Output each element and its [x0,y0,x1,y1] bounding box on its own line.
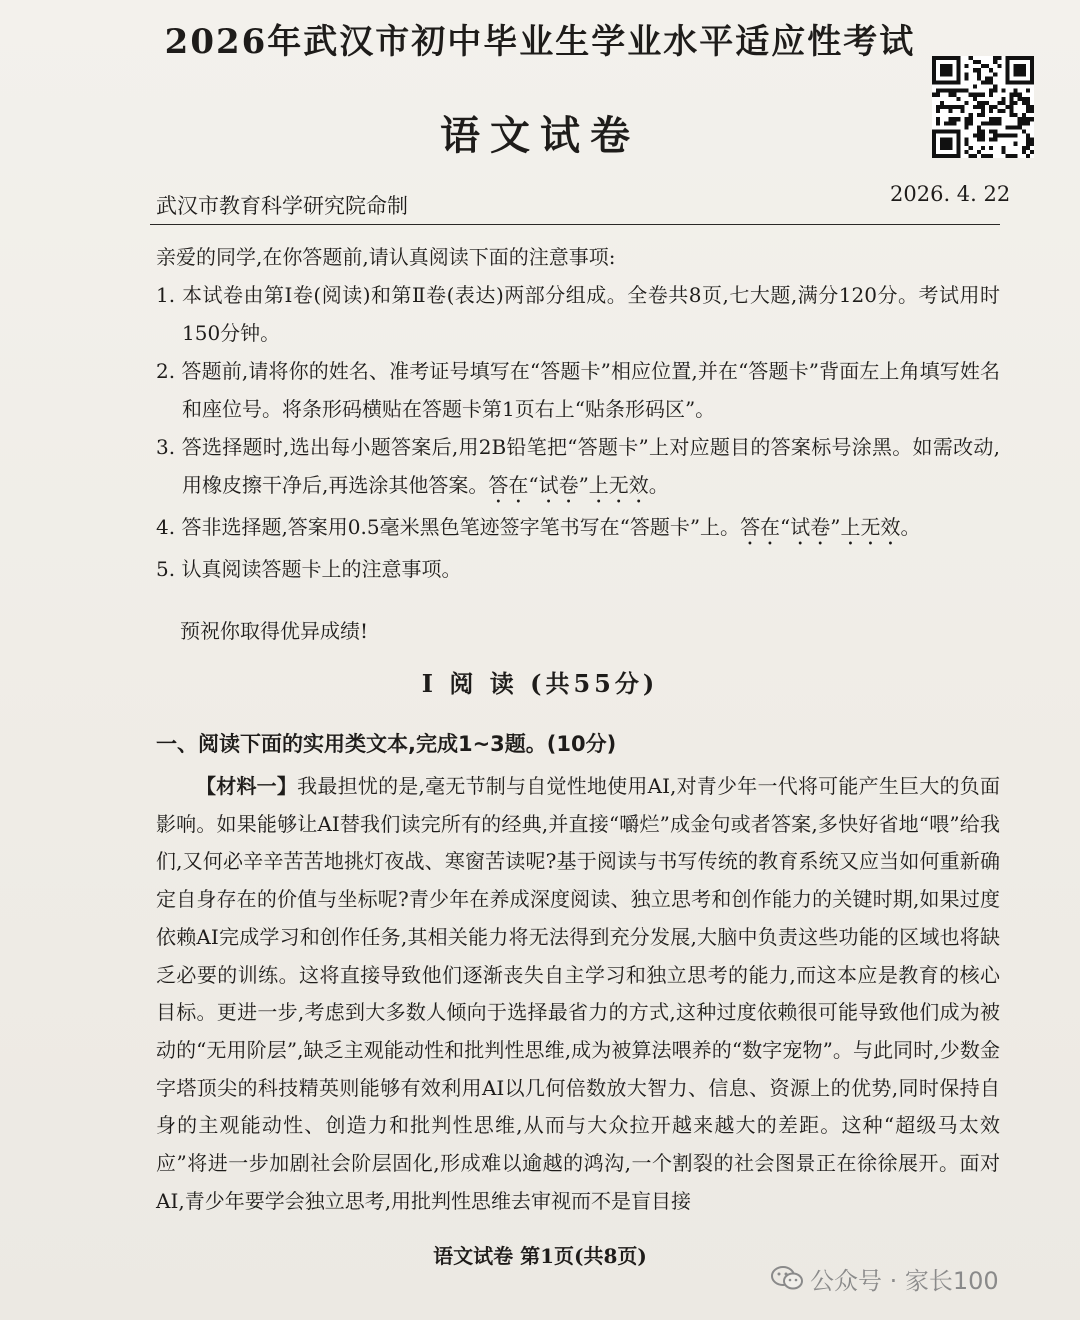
instruction-item: 4. 答非选择题,答案用0.5毫米黑色笔迹签字笔书写在“答题卡”上。答在“试卷”上无效。 [156,515,921,539]
qr-code-icon [932,56,1034,158]
watermark-text: 公众号 · 家长100 [810,1266,999,1295]
wechat-icon [770,1265,804,1291]
watermark [770,1258,999,1298]
emphasis-text: 答在“试卷”上无效。 [488,473,669,497]
material-text: 我最担忧的是,毫无节制与自觉性地使用AI,对青少年一代将可能产生巨大的负面影响。如果能够让AI替我们读完所有的经典,并直接“嚼烂”成金句或者答案,多快好省地“喂”给我们,又何必辛辛苦苦地挑灯夜战、寒窗苦读呢?基于阅读与书写传统的教育系统又应当如何重新确定自身存在的价值与坐标呢?青少年在养成深度阅读、独立思考和创作能力的关键时期,如果过度依赖AI完成学习和创作任务,其相关能力将无法得到充分发展,大脑中负责这些功能的区域也将缺乏必要的训练。这将直接导致他们逐渐丧失自主学习和独立思考的能力,而这本应是教育的核心目标。更进一步,考虑到大多数人倾向于选择最省力的方式,这种过度依赖很可能导致他们成为被动的“无用阶层”,缺乏主观能动性和批判性思维,成为被算法喂养的“数字宠物”。与此同时,少数金字塔顶尖的科技精英则能够有效利用AI以几何倍数放大智力、信息、资源上的优势,同时保持自身的主观能动性、创造力和批判性思维,从而与大众拉开越来越大的差距。这种“超级马太效应”将进一步加剧社会阶层固化,形成难以逾越的鸿沟,一个割裂的社会图景正在徐徐展开。面对AI,青少年要学会独立思考,用批判性思维去审视而不是盲目接 [156,774,1001,1213]
question-heading: 一、阅读下面的实用类文本,完成1~3题。(10分) [156,732,617,756]
instruction-item: 3. 答选择题时,选出每小题答案后,用2B铅笔把“答题卡”上对应题目的答案标号涂黑。如需改动,用橡皮擦干净后,再选涂其他答案。答在“试卷”上无效。 [156,435,1000,497]
section-heading: Ⅰ 阅 读 (共55分) [421,669,659,698]
material-label: 【材料一】 [196,774,298,798]
instruction-item: 1. 本试卷由第Ⅰ卷(阅读)和第Ⅱ卷(表达)两部分组成。全卷共8页,七大题,满分120分。考试用时150分钟。 [156,283,1000,345]
material-paragraph [156,768,1000,1220]
header-divider [150,224,1000,225]
instructions-list [156,276,1000,588]
good-luck-text: 预祝你取得优异成绩! [180,619,369,643]
instructions-intro: 亲爱的同学,在你答题前,请认真阅读下面的注意事项: [156,245,616,269]
instruction-item: 2. 答题前,请将你的姓名、准考证号填写在“答题卡”相应位置,并在“答题卡”背面左上角填写姓名和座位号。将条形码横贴在答题卡第1页右上“贴条形码区”。 [156,359,1000,421]
instruction-item: 5. 认真阅读答题卡上的注意事项。 [156,557,462,581]
issuer-label: 武汉市教育科学研究院命制 [156,194,408,218]
exam-title: 2026年武汉市初中毕业生学业水平适应性考试 [164,22,916,62]
subject-title: 语文试卷 [440,112,640,159]
exam-date: 2026. 4. 22 [890,182,1011,206]
page-footer: 语文试卷 第1页(共8页) [433,1244,647,1268]
emphasis-text: 答在“试卷”上无效。 [740,515,921,539]
